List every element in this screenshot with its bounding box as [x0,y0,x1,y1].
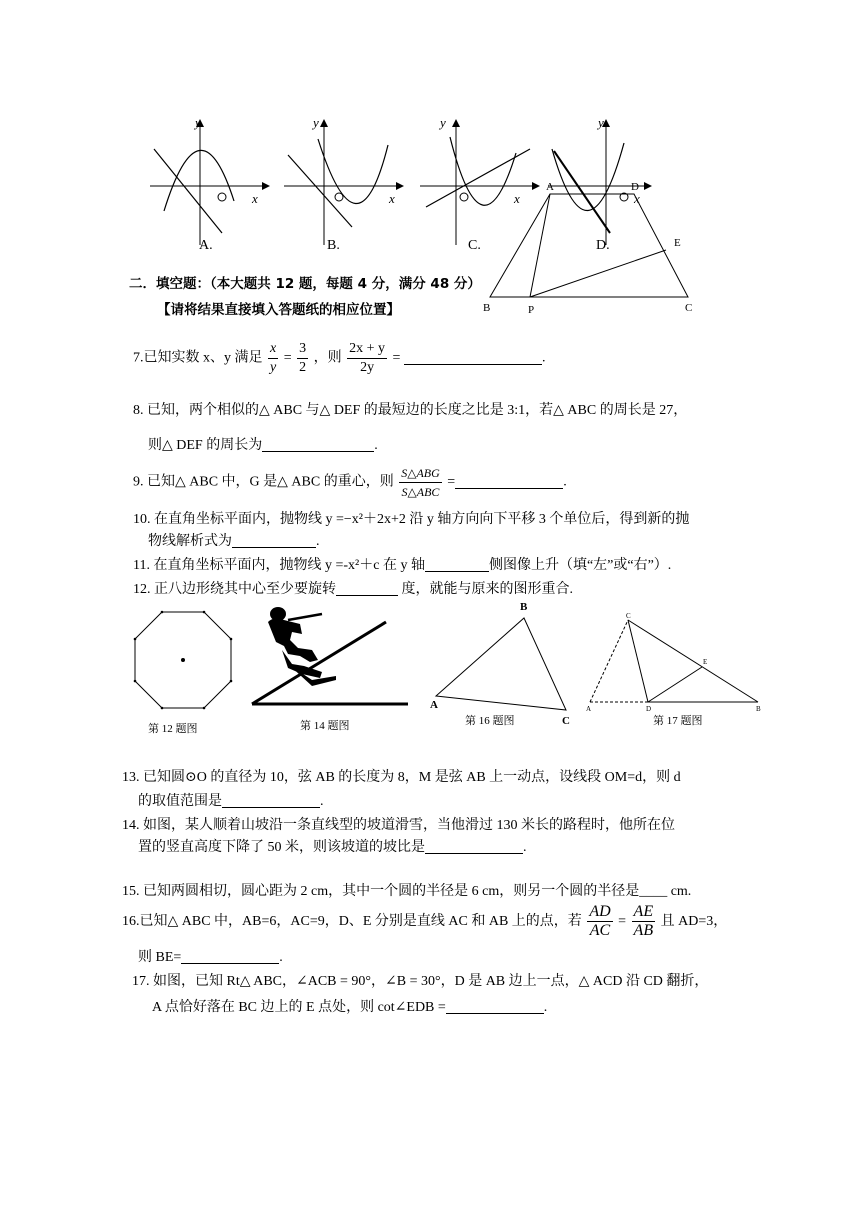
q8-answer-blank[interactable] [262,437,374,452]
x-axis-label: x [252,191,258,206]
option-d-label: D. [596,238,610,253]
q7-frac3-num: 2x + y [347,340,387,359]
point-d-label: D [631,181,639,193]
question-8-line2: 则△ DEF 的周长为 . [148,438,378,453]
q12-answer-blank[interactable] [336,581,398,596]
fig17-a-label: A [586,705,592,713]
question-9: 9. 已知△ ABC 中，G 是△ ABC 的重心，则 $\frac{\text{S△ABG}}{\text{S△ABC}}$ = . [133,466,567,499]
option-a-label: A. [199,238,213,253]
question-12: 12. 正八边形绕其中心至少要旋转 度，就能与原来的图形重合. [133,582,573,597]
q7-frac1-num: x [268,340,278,359]
skier-figure [252,604,412,708]
q9-frac-den: S△ABC [401,485,440,499]
question-14-line2: 置的竖直高度下降了 50 米，则该坡道的坡比是 . [138,840,527,855]
y-axis-label: y [440,115,446,130]
section-instruction: 【请将结果直接填入答题纸的相应位置】 [157,302,400,318]
point-e-label: E [674,237,681,249]
octagon-figure [133,610,233,710]
question-14-line1: 14. 如图，某人顺着山坡沿一条直线型的坡道滑雪，当他滑过 130 米长的路程时，他所在位 [122,818,675,833]
triangle-fig17 [586,612,766,713]
skier-silhouette-icon [268,607,336,686]
point-p-label: P [528,304,535,316]
fig16-c-label: C [562,715,570,727]
fig17-b-label: B [756,705,761,713]
q16-frac2-num: AE [633,903,654,921]
q11-answer-blank[interactable] [425,557,489,572]
q13-answer-blank[interactable] [222,793,320,808]
trapezoid-figure [480,178,710,318]
q7-frac3-den: 2y [360,360,375,375]
x-axis-label: x [634,191,640,206]
question-10-line1: 10. 在直角坐标平面内，抛物线 y =−x²＋2x+2 沿 y 轴方向向下平移 3 个单位后，得到新的抛 [133,512,690,527]
q7-eq: = [283,350,292,366]
q16-frac1-den: AC [589,922,611,940]
q7-frac2-den: 2 [299,360,307,375]
q16-frac2-den: AB [633,922,654,940]
q7-prefix: 7.已知实数 x、y 满足 [133,350,263,366]
caption-fig17: 第 17 题图 [653,715,703,727]
q14-answer-blank[interactable] [425,839,523,854]
y-axis-label: y [195,115,201,130]
q7-frac2-num: 3 [297,340,308,359]
q7-mid: ，则 [313,350,342,366]
q9-answer-blank[interactable] [455,474,563,489]
q17-answer-blank[interactable] [446,999,544,1014]
question-11: 11. 在直角坐标平面内，抛物线 y =-x²＋c 在 y 轴 侧图像上升（填“左”或“右”）. [133,558,672,573]
point-c-label: C [685,302,693,314]
question-8-line1: 8. 已知，两个相似的△ ABC 与△ DEF 的最短边的长度之比是 3:1，若△ ABC 的周长是 27， [133,403,688,418]
caption-fig16: 第 16 题图 [465,715,515,727]
question-13-line1: 13. 已知圆⊙O 的直径为 10，弦 AB 的长度为 8，M 是弦 AB 上一动点，设线段 OM=d，则 d [122,770,681,785]
option-c-label: C. [468,238,481,253]
caption-fig12: 第 12 题图 [148,723,198,735]
question-13-line2: 的取值范围是 . [138,794,324,809]
question-10-line2: 物线解析式为 . [148,534,320,549]
question-16-line2: 则 BE= . [138,950,283,965]
graph-option-a [150,115,270,235]
fig16-a-label: A [430,699,438,711]
section-heading: 二．填空题：（本大题共 12 题，每题 4 分，满分 48 分） [129,276,481,292]
question-16-line1: 16.已知△ ABC 中，AB=6，AC=9，D、E 分别是直线 AC 和 AB 上的点，若 $\frac{AD}{AC}$ = $\frac{AE}{AB}$ 且 AD=3， [122,903,728,940]
point-b-label: B [483,302,491,314]
q7-frac1-den: y [270,360,277,375]
caption-fig14: 第 14 题图 [300,720,350,732]
fig17-c-label: C [626,612,631,620]
option-b-label: B. [327,238,340,253]
x-axis-label: x [389,191,395,206]
q7-answer-blank[interactable] [404,350,542,365]
x-axis-label: x [514,191,520,206]
question-7: 7.已知实数 x、y 满足 $\frac{x}{y}$ = $\frac{3}{2}$ ，则 $\frac{2x + y}{2y}$ = . [133,341,546,375]
y-axis-label: y [313,115,319,130]
fig17-d-label: D [646,705,652,713]
question-17-line2: A 点恰好落在 BC 边上的 E 点处，则 cot∠EDB = . [152,1000,548,1015]
point-a-label: A [546,181,554,193]
q16-frac1-num: AD [589,903,611,921]
y-axis-label: y [598,115,604,130]
fig16-b-label: B [520,601,528,613]
q10-answer-blank[interactable] [232,533,316,548]
graph-option-b [284,115,404,235]
question-15: 15. 已知两圆相切，圆心距为 2 cm，其中一个圆的半径是 6 cm，则另一个圆的半径是____ cm. [122,884,692,899]
q16-answer-blank[interactable] [181,949,279,964]
q9-frac-num: S△ABG [399,464,442,483]
fig17-e-label: E [703,658,708,666]
question-17-line1: 17. 如图，已知 Rt△ ABC，∠ACB = 90°，∠B = 30°，D 是 AB 边上一点，△ ACD 沿 CD 翻折， [132,974,709,989]
